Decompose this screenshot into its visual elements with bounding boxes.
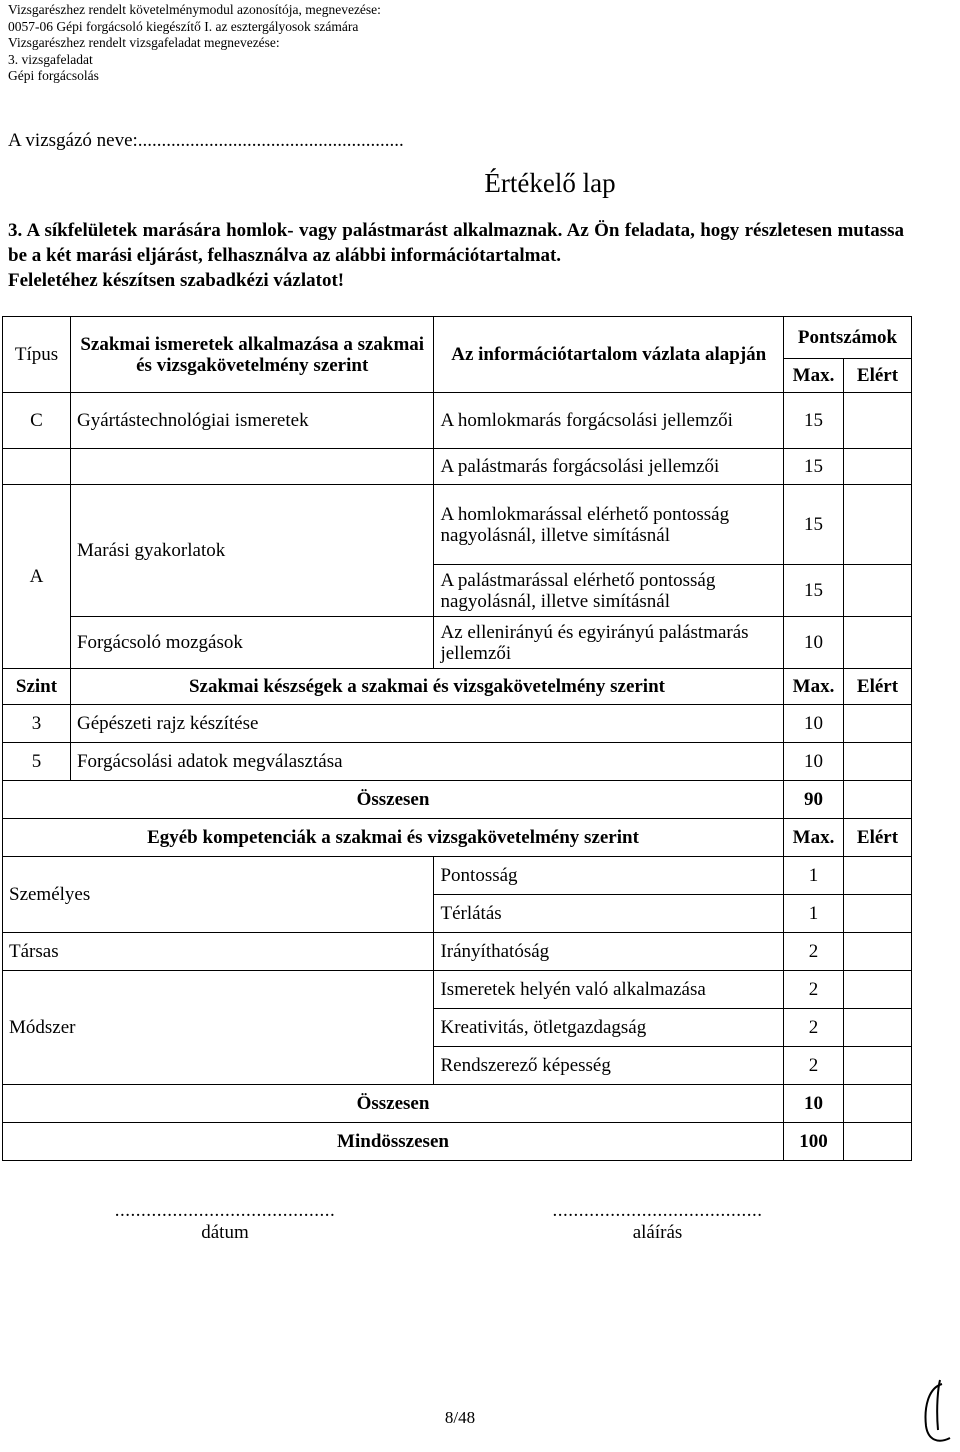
competence-item: Irányíthatóság [434, 933, 784, 971]
header-line-5: Gépi forgácsolás [8, 68, 99, 83]
topic-cell: Forgácsoló mozgások [70, 617, 434, 669]
achieved-cell[interactable] [844, 485, 912, 565]
competence-item: Kreativitás, ötletgazdagság [434, 1009, 784, 1047]
task-description [8, 218, 904, 293]
date-label: dátum [201, 1222, 249, 1243]
table-row [3, 933, 912, 971]
achieved-cell[interactable] [844, 1009, 912, 1047]
type-cell [3, 449, 71, 485]
document-header [8, 2, 381, 85]
table-head-row [3, 317, 912, 359]
header-max: Max. [784, 819, 844, 857]
skills-head-row [3, 669, 912, 705]
topic-cell: Gyártástechnológiai ismeretek [70, 393, 434, 449]
competence-item: Rendszerező képesség [434, 1047, 784, 1085]
max-cell: 2 [784, 971, 844, 1009]
achieved-cell[interactable] [844, 971, 912, 1009]
item-cell: A palástmarás forgácsolási jellemzői [434, 449, 784, 485]
date-signature-block [90, 1200, 360, 1244]
subtotal-row [3, 1085, 912, 1123]
skill-cell: Forgácsolási adatok megválasztása [70, 743, 783, 781]
table-row [3, 485, 912, 565]
competence-item: Térlátás [434, 895, 784, 933]
topic-cell: Marási gyakorlatok [70, 485, 434, 617]
signature-label: aláírás [632, 1222, 683, 1243]
task-text: 3. A síkfelületek marására homlok- vagy palástmarást alkalmaznak. Az Ön feladata, hogy részletesen mutassa be a két marási eljárást, felhasználva az alábbi információtartalmat. [8, 220, 904, 266]
type-cell: C [3, 393, 71, 449]
handwritten-initial-mark [920, 1378, 954, 1448]
competence-item: Pontosság [434, 857, 784, 895]
max-cell: 15 [784, 449, 844, 485]
header-max: Max. [784, 359, 844, 393]
item-cell: A palástmarással elérhető pontosság nagyolásnál, illetve simításnál [434, 565, 784, 617]
table-row [3, 857, 912, 895]
task-text-last: Feleletéhez készítsen szabadkézi vázlatot! [8, 270, 345, 291]
header-achieved: Elért [844, 669, 912, 705]
topic-cell [70, 449, 434, 485]
item-cell: A homlokmarás forgácsolási jellemzői [434, 393, 784, 449]
competence-head-row [3, 819, 912, 857]
max-cell: 15 [784, 485, 844, 565]
header-max: Max. [784, 669, 844, 705]
header-achieved: Elért [844, 359, 912, 393]
max-cell: 10 [784, 705, 844, 743]
max-cell: 10 [784, 743, 844, 781]
achieved-cell[interactable] [844, 743, 912, 781]
achieved-cell[interactable] [844, 781, 912, 819]
achieved-cell[interactable] [844, 565, 912, 617]
achieved-cell[interactable] [844, 1047, 912, 1085]
signature-dots: ........................................ [552, 1200, 763, 1221]
date-dots: .......................................... [114, 1200, 336, 1221]
subtotal-value: 10 [784, 1085, 844, 1123]
grand-total-row [3, 1123, 912, 1161]
header-line-4: 3. vizsgafeladat [8, 51, 93, 67]
achieved-cell[interactable] [844, 617, 912, 669]
header-skills: Szakmai készségek a szakmai és vizsgakövetelmény szerint [70, 669, 783, 705]
header-line-2: 0057-06 Gépi forgácsoló kiegészítő I. az esztergályosok számára [8, 18, 359, 34]
achieved-cell[interactable] [844, 705, 912, 743]
item-cell: Az ellenirányú és egyirányú palástmarás jellemzői [434, 617, 784, 669]
grand-total-label: Mindösszesen [3, 1123, 784, 1161]
max-cell: 1 [784, 857, 844, 895]
max-cell: 15 [784, 393, 844, 449]
header-outline: Az információtartalom vázlata alapján [434, 317, 784, 393]
grand-total-value: 100 [784, 1123, 844, 1161]
level-cell: 3 [3, 705, 71, 743]
max-cell: 15 [784, 565, 844, 617]
evaluation-table [2, 316, 912, 1161]
header-type: Típus [3, 317, 71, 393]
skill-cell: Gépészeti rajz készítése [70, 705, 783, 743]
achieved-cell[interactable] [844, 449, 912, 485]
max-cell: 1 [784, 895, 844, 933]
subtotal-label: Összesen [3, 1085, 784, 1123]
table-row [3, 705, 912, 743]
competence-item: Ismeretek helyén való alkalmazása [434, 971, 784, 1009]
header-points: Pontszámok [784, 317, 912, 359]
page-number: 8/48 [444, 1408, 476, 1427]
competence-group: Társas [3, 933, 434, 971]
table-row [3, 971, 912, 1009]
header-line-1: Vizsgarészhez rendelt követelménymodul azonosítója, megnevezése: [8, 2, 381, 17]
achieved-cell[interactable] [844, 393, 912, 449]
achieved-cell[interactable] [844, 1085, 912, 1123]
subtotal-value: 90 [784, 781, 844, 819]
table-row [3, 449, 912, 485]
achieved-cell[interactable] [844, 895, 912, 933]
achieved-cell[interactable] [844, 1123, 912, 1161]
header-line-3: Vizsgarészhez rendelt vizsgafeladat megnevezése: [8, 35, 280, 50]
table-row [3, 617, 912, 669]
max-cell: 10 [784, 617, 844, 669]
header-achieved: Elért [844, 819, 912, 857]
candidate-name-line: A vizsgázó neve:........................................................ [8, 130, 404, 151]
competence-group: Módszer [3, 971, 434, 1085]
competence-group: Személyes [3, 857, 434, 933]
subtotal-row [3, 781, 912, 819]
header-knowledge: Szakmai ismeretek alkalmazása a szakmai és vizsgakövetelmény szerint [70, 317, 434, 393]
max-cell: 2 [784, 933, 844, 971]
header-competence: Egyéb kompetenciák a szakmai és vizsgakövetelmény szerint [3, 819, 784, 857]
level-cell: 5 [3, 743, 71, 781]
type-cell: A [3, 485, 71, 669]
max-cell: 2 [784, 1009, 844, 1047]
table-row [3, 393, 912, 449]
max-cell: 2 [784, 1047, 844, 1085]
item-cell: A homlokmarással elérhető pontosság nagyolásnál, illetve simításnál [434, 485, 784, 565]
header-level: Szint [3, 669, 71, 705]
page-title: Értékelő lap [484, 168, 616, 198]
achieved-cell[interactable] [844, 857, 912, 895]
table-row [3, 743, 912, 781]
subtotal-label: Összesen [3, 781, 784, 819]
signature-block [520, 1200, 795, 1244]
achieved-cell[interactable] [844, 933, 912, 971]
